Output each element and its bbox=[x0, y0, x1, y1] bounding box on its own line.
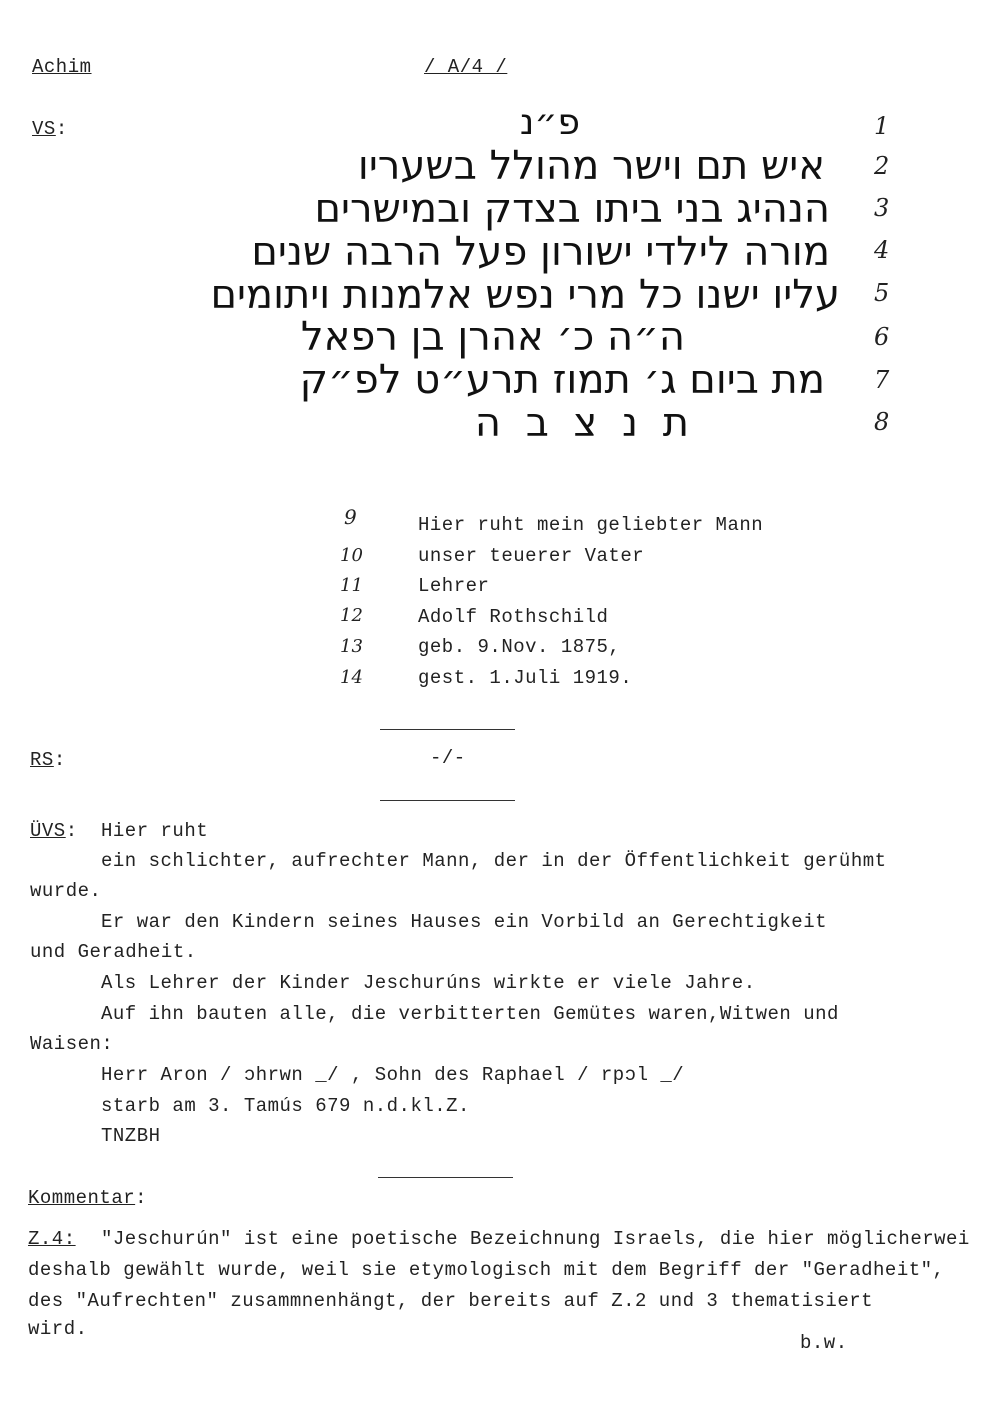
hebrew-line-8: ת נ צ ב ה bbox=[474, 400, 695, 446]
divider bbox=[378, 1177, 513, 1178]
german-line: Adolf Rothschild bbox=[418, 606, 609, 628]
uvs-section-label bbox=[30, 820, 78, 842]
german-line: geb. 9.Nov. 1875, bbox=[418, 636, 621, 658]
german-line: gest. 1.Juli 1919. bbox=[418, 667, 633, 689]
document-reference bbox=[424, 56, 507, 78]
rs-colon: : bbox=[53, 749, 66, 771]
place-label bbox=[32, 56, 92, 78]
line-number: 12 bbox=[340, 605, 363, 626]
line-number: 14 bbox=[340, 667, 363, 688]
german-line: unser teuerer Vater bbox=[418, 545, 645, 567]
line-number: 1 bbox=[874, 112, 890, 140]
line-number: 4 bbox=[874, 236, 890, 264]
uvs-line: und Geradheit. bbox=[30, 941, 197, 963]
rs-section-label bbox=[30, 749, 66, 771]
divider bbox=[380, 729, 515, 730]
kommentar-section-label bbox=[28, 1187, 147, 1209]
line-number: 8 bbox=[874, 408, 890, 436]
hebrew-line-4: מורה לילדי ישורון פעל הרבה שנים bbox=[251, 229, 830, 275]
uvs-line: Auf ihn bauten alle, die verbitterten Gemütes waren,Witwen und bbox=[101, 1003, 839, 1025]
line-number: 7 bbox=[874, 366, 890, 394]
kommentar-label-text: Kommentar bbox=[28, 1187, 136, 1209]
line-number: 11 bbox=[340, 575, 363, 596]
hebrew-line-5: עליו ישנו כל מרי נפש אלמנות ויתומים bbox=[210, 272, 840, 318]
line-number: 3 bbox=[874, 194, 890, 222]
kommentar-line: deshalb gewählt wurde, weil sie etymologisch mit dem Begriff der "Geradheit", bbox=[28, 1259, 945, 1281]
german-line: Lehrer bbox=[418, 575, 490, 597]
line-number: 13 bbox=[340, 636, 363, 657]
kommentar-line: des "Aufrechten" zusammnenhängt, der bereits auf Z.2 und 3 thematisiert bbox=[28, 1290, 874, 1312]
uvs-line: Herr Aron / ɔhrwn _/ , Sohn des Raphael / rpɔl _/ bbox=[101, 1064, 685, 1086]
line-number: 5 bbox=[874, 279, 890, 307]
continued-marker: b.w. bbox=[800, 1332, 848, 1354]
uvs-colon: : bbox=[65, 820, 78, 842]
place-name: Achim bbox=[32, 56, 92, 78]
vs-section-label bbox=[32, 118, 68, 140]
line-number: 9 bbox=[344, 505, 357, 529]
kommentar-line-ref: Z.4: bbox=[28, 1228, 76, 1250]
uvs-line: TNZBH bbox=[101, 1125, 161, 1147]
hebrew-line-3: הנהיג בני ביתו בצדק ובמישרים bbox=[314, 186, 830, 232]
line-number: 10 bbox=[340, 545, 363, 566]
uvs-line: Hier ruht bbox=[101, 820, 209, 842]
kommentar-line: wird. bbox=[28, 1318, 88, 1340]
rs-value: -/- bbox=[430, 747, 466, 769]
uvs-line: starb am 3. Tamús 679 n.d.kl.Z. bbox=[101, 1095, 470, 1117]
hebrew-line-7: מת ביום ג׳ תמוז תרע״ט לפ״ק bbox=[299, 357, 825, 403]
hebrew-line-2: איש תם וישר מהולל בשעריו bbox=[357, 143, 825, 189]
kommentar-colon: : bbox=[135, 1187, 148, 1209]
uvs-line: ein schlichter, aufrechter Mann, der in der Öffentlichkeit gerühmt bbox=[101, 850, 887, 872]
vs-colon: : bbox=[55, 118, 68, 140]
vs-label-text: VS bbox=[32, 118, 56, 140]
hebrew-line-6: ה״ה כ׳ אהרן בן רפאל bbox=[300, 314, 685, 360]
line-number: 2 bbox=[874, 152, 890, 180]
german-line: Hier ruht mein geliebter Mann bbox=[418, 514, 764, 536]
uvs-line: Als Lehrer der Kinder Jeschurúns wirkte er viele Jahre. bbox=[101, 972, 756, 994]
uvs-line: wurde. bbox=[30, 880, 102, 902]
uvs-label-text: ÜVS bbox=[30, 820, 66, 842]
divider bbox=[380, 800, 515, 801]
kommentar-line: "Jeschurún" ist eine poetische Bezeichnung Israels, die hier möglicherwei bbox=[101, 1228, 970, 1250]
hebrew-line-1: פ״נ bbox=[519, 102, 580, 143]
line-number: 6 bbox=[874, 323, 890, 351]
reference-text: / A/4 / bbox=[424, 56, 508, 78]
uvs-line: Er war den Kindern seines Hauses ein Vorbild an Gerechtigkeit bbox=[101, 911, 828, 933]
uvs-line: Waisen: bbox=[30, 1033, 114, 1055]
rs-label-text: RS bbox=[30, 749, 54, 771]
